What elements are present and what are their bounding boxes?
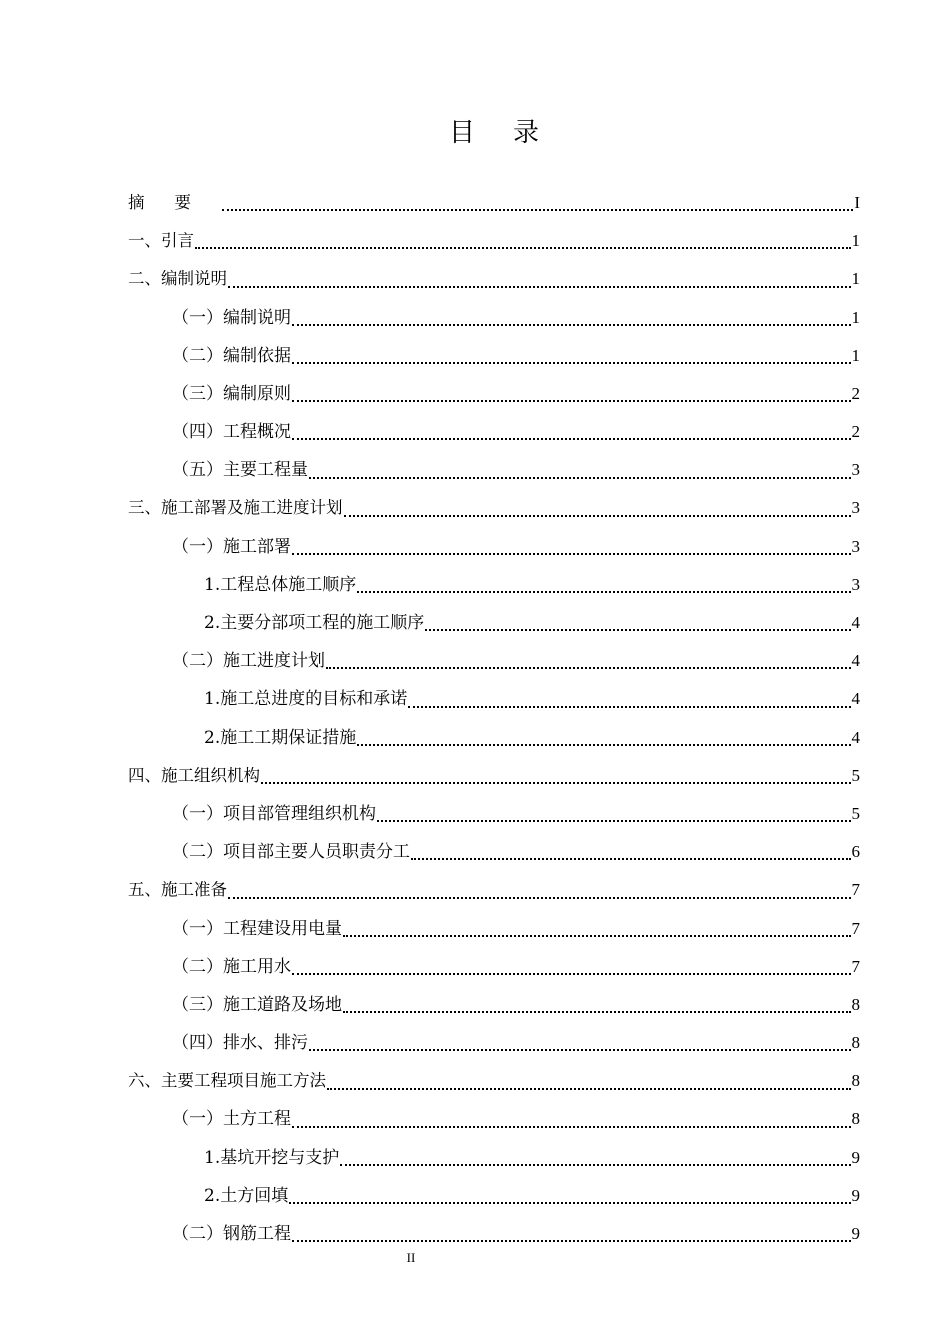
dot-leader <box>292 973 851 975</box>
toc-entry-label: （一）编制说明 <box>172 307 291 328</box>
table-of-contents <box>128 184 860 1253</box>
toc-entry-label: 2.主要分部项工程的施工顺序 <box>204 613 425 634</box>
toc-entry-label: 1.基坑开挖与支护 <box>204 1147 340 1168</box>
toc-entry-label: 2.土方回填 <box>204 1185 289 1206</box>
toc-entry[interactable] <box>128 1139 860 1177</box>
dot-leader <box>261 782 851 784</box>
toc-entry-label: （二）编制依据 <box>172 345 291 366</box>
toc-entry-page: 9 <box>851 1224 860 1244</box>
toc-entry-label: 二、编制说明 <box>128 269 227 289</box>
toc-entry-page: 3 <box>851 498 860 518</box>
dot-leader <box>425 629 850 631</box>
dot-leader <box>309 477 851 479</box>
toc-entry-label: （五）主要工程量 <box>172 460 308 481</box>
dot-leader <box>344 515 851 517</box>
toc-entry-page: 9 <box>851 1185 860 1205</box>
toc-entry-page: 1 <box>851 269 860 289</box>
toc-entry-label: 1.施工总进度的目标和承诺 <box>204 689 408 710</box>
dot-leader <box>292 362 851 364</box>
toc-entry[interactable] <box>128 1215 860 1253</box>
toc-entry-page: I <box>854 192 860 212</box>
toc-entry[interactable] <box>128 680 860 718</box>
toc-entry-label: 2.施工工期保证措施 <box>204 727 357 748</box>
toc-entry-label: （二）施工用水 <box>172 956 291 977</box>
dot-leader <box>408 706 850 708</box>
toc-entry-page: 7 <box>851 918 860 938</box>
toc-entry-label: （一）土方工程 <box>172 1109 291 1130</box>
toc-entry[interactable] <box>128 948 860 986</box>
toc-entry-label: （一）施工部署 <box>172 536 291 557</box>
dot-leader <box>292 324 851 326</box>
toc-entry-label: 摘要 <box>128 192 221 212</box>
toc-entry-page: 2 <box>851 383 860 403</box>
toc-entry-label: （三）施工道路及场地 <box>172 994 342 1015</box>
toc-entry[interactable] <box>128 871 860 909</box>
toc-entry-label: （二）钢筋工程 <box>172 1224 291 1245</box>
toc-entry-label: （四）工程概况 <box>172 422 291 443</box>
toc-entry-page: 8 <box>851 1033 860 1053</box>
toc-entry[interactable] <box>128 719 860 757</box>
toc-entry[interactable] <box>128 910 860 948</box>
toc-entry-page: 4 <box>851 727 860 747</box>
toc-entry-label: 一、引言 <box>128 231 194 251</box>
toc-entry[interactable] <box>128 260 860 298</box>
toc-entry-page: 3 <box>851 536 860 556</box>
toc-entry-label: 五、施工准备 <box>128 880 227 900</box>
toc-entry-label: （二）项目部主要人员职责分工 <box>172 842 410 863</box>
toc-entry-label: （一）项目部管理组织机构 <box>172 803 376 824</box>
toc-entry[interactable] <box>128 451 860 489</box>
toc-entry-label: （四）排水、排污 <box>172 1033 308 1054</box>
toc-entry-label: 四、施工组织机构 <box>128 765 260 785</box>
dot-leader <box>292 400 851 402</box>
toc-entry-page: 3 <box>851 460 860 480</box>
dot-leader <box>292 1240 851 1242</box>
toc-entry-page: 4 <box>851 651 860 671</box>
dot-leader <box>327 1088 851 1090</box>
toc-entry-page: 8 <box>851 1071 860 1091</box>
toc-entry-page: 2 <box>851 422 860 442</box>
toc-entry[interactable] <box>128 795 860 833</box>
dot-leader <box>309 1049 851 1051</box>
dot-leader <box>357 591 850 593</box>
dot-leader <box>292 553 851 555</box>
toc-entry-page: 1 <box>851 307 860 327</box>
toc-entry[interactable] <box>128 642 860 680</box>
toc-entry-label: 六、主要工程项目施工方法 <box>128 1071 326 1091</box>
dot-leader <box>343 935 851 937</box>
toc-entry[interactable] <box>128 986 860 1024</box>
toc-entry[interactable] <box>128 375 860 413</box>
dot-leader <box>292 438 851 440</box>
toc-entry[interactable] <box>128 1062 860 1100</box>
toc-entry[interactable] <box>128 184 860 222</box>
dot-leader <box>228 286 851 288</box>
toc-entry[interactable] <box>128 757 860 795</box>
toc-entry-page: 5 <box>851 803 860 823</box>
toc-entry-page: 3 <box>851 574 860 594</box>
dot-leader <box>340 1164 850 1166</box>
toc-entry-label: （二）施工进度计划 <box>172 651 325 672</box>
page-number: II <box>406 1250 416 1265</box>
dot-leader <box>377 820 851 822</box>
toc-entry[interactable] <box>128 566 860 604</box>
toc-entry-label: （一）工程建设用电量 <box>172 918 342 939</box>
toc-entry-label: （三）编制原则 <box>172 383 291 404</box>
toc-entry-page: 4 <box>851 689 860 709</box>
toc-entry[interactable] <box>128 299 860 337</box>
toc-entry-page: 9 <box>851 1147 860 1167</box>
toc-entry[interactable] <box>128 833 860 871</box>
dot-leader <box>343 1011 851 1013</box>
dot-leader <box>411 858 851 860</box>
toc-entry-label: 1.工程总体施工顺序 <box>204 574 357 595</box>
toc-entry[interactable] <box>128 222 860 260</box>
toc-entry-page: 1 <box>851 345 860 365</box>
toc-entry-page: 1 <box>851 231 860 251</box>
toc-entry-page: 8 <box>851 994 860 1014</box>
dot-leader <box>292 1126 851 1128</box>
dot-leader <box>222 209 853 211</box>
toc-entry-page: 8 <box>851 1109 860 1129</box>
toc-entry[interactable] <box>128 1024 860 1062</box>
toc-entry-page: 7 <box>851 956 860 976</box>
dot-leader <box>228 897 851 899</box>
toc-entry-label: 三、施工部署及施工进度计划 <box>128 498 343 518</box>
dot-leader <box>195 247 851 249</box>
toc-entry[interactable] <box>128 337 860 375</box>
toc-entry[interactable] <box>128 528 860 566</box>
toc-entry-page: 7 <box>851 880 860 900</box>
toc-entry-page: 5 <box>851 765 860 785</box>
dot-leader <box>326 667 851 669</box>
toc-entry[interactable] <box>128 1177 860 1215</box>
toc-entry[interactable] <box>128 490 860 528</box>
page-title: 目录 <box>448 118 577 148</box>
dot-leader <box>357 744 850 746</box>
toc-entry-page: 4 <box>851 613 860 633</box>
toc-entry[interactable] <box>128 1101 860 1139</box>
dot-leader <box>289 1202 850 1204</box>
toc-entry[interactable] <box>128 604 860 642</box>
toc-entry[interactable] <box>128 413 860 451</box>
toc-entry-page: 6 <box>851 842 860 862</box>
